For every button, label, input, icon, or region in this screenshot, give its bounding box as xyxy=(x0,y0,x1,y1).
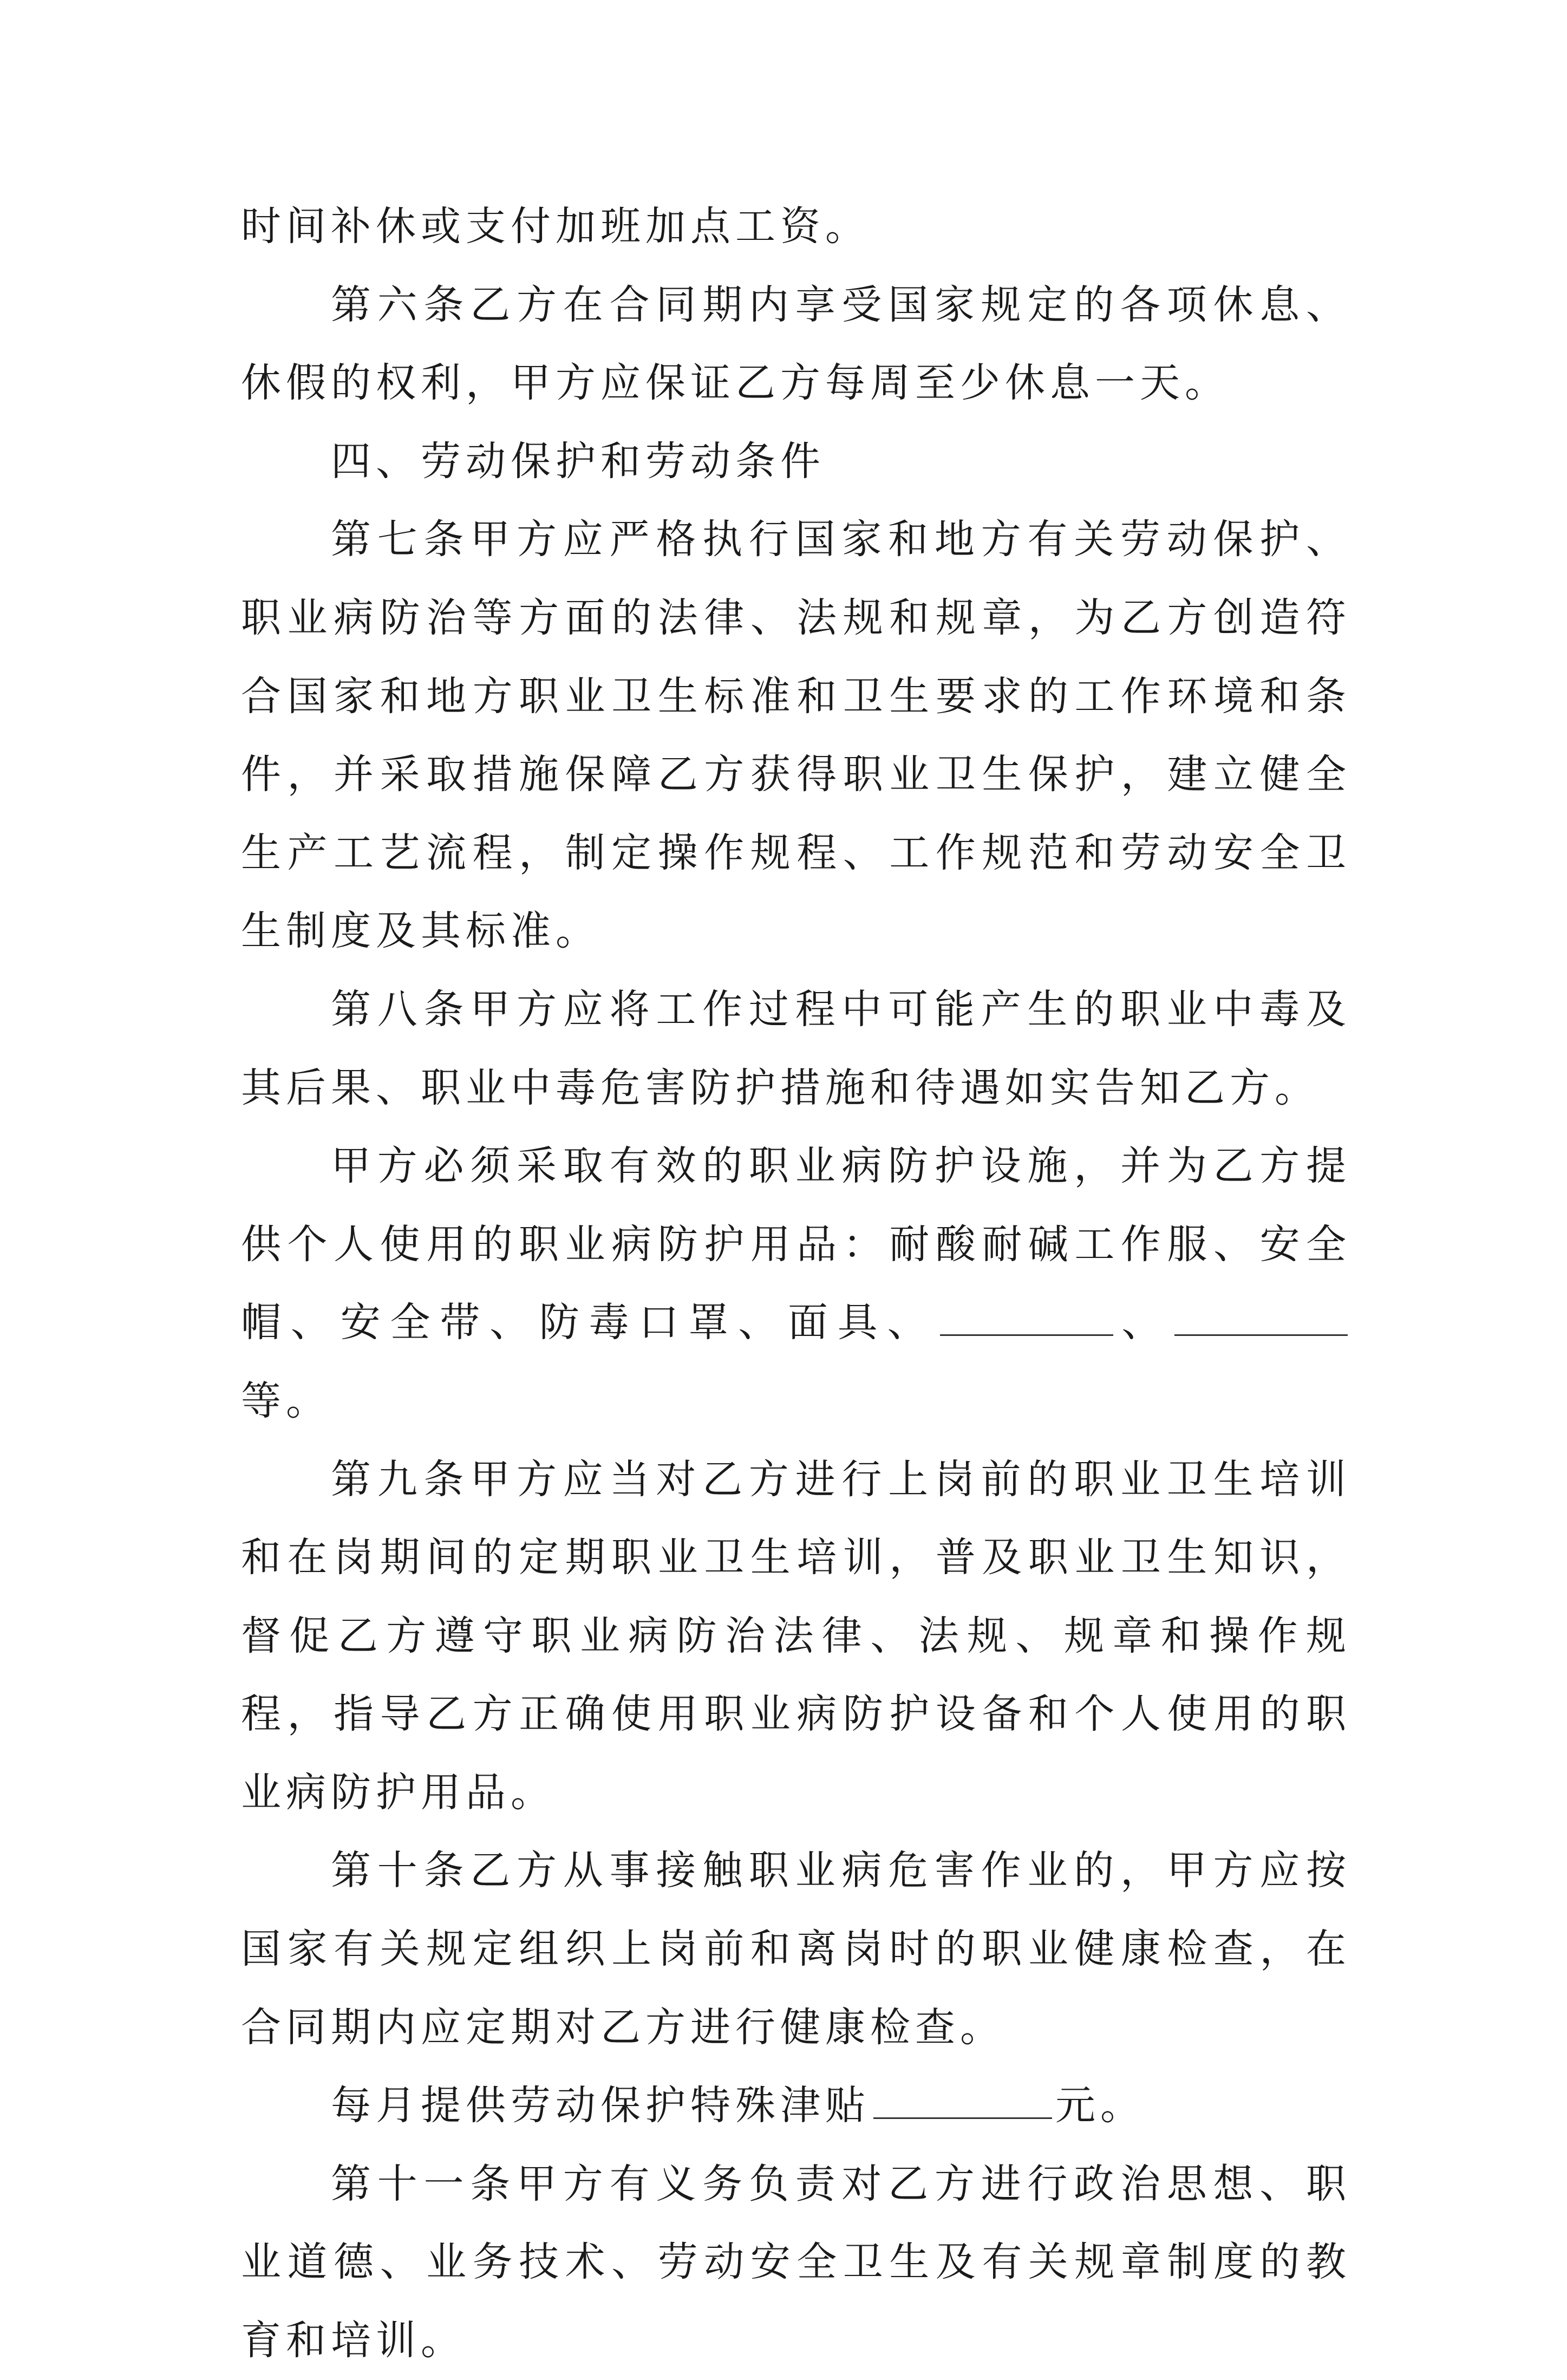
paragraph-article-10: 第十条乙方从事接触职业病危害作业的，甲方应按国家有关规定组织上岗前和离岗时的职业健康检查，在合同期内应定期对乙方进行健康检查。 xyxy=(241,1847,1351,2051)
paragraph-article-7: 第七条甲方应严格执行国家和地方有关劳动保护、职业病防治等方面的法律、法规和规章，为乙方创造符合国家和地方职业卫生标准和卫生要求的工作环境和条件，并采取措施保障乙方获得职业卫生保护，建立健全生产工艺流程，制定操作规程、工作规范和劳动安全卫生制度及其标准。 xyxy=(241,516,1351,955)
paragraph-article-6: 第六条乙方在合同期内享受国家规定的各项休息、休假的权利，甲方应保证乙方每周至少休息一天。 xyxy=(241,281,1351,407)
document-body xyxy=(241,187,1351,2380)
fill-in-blank-equipment-2[interactable] xyxy=(1174,1329,1348,1336)
protective-equipment-ending: 等。 xyxy=(241,1377,331,1424)
paragraph-monthly-allowance xyxy=(241,2066,1351,2145)
paragraph-article-8: 第八条甲方应将工作过程中可能产生的职业中毒及其后果、职业中毒危害防护措施和待遇如实告知乙方。 xyxy=(241,986,1351,1111)
protective-equipment-text: 甲方必须采取有效的职业病防护设施，并为乙方提供个人使用的职业病防护用品：耐酸耐碱工作服、安全帽、安全带、防毒口罩、面具、 xyxy=(241,1143,1351,1346)
blank-separator: 、 xyxy=(1117,1299,1171,1346)
paragraph-article-9: 第九条甲方应当对乙方进行上岗前的职业卫生培训和在岗期间的定期职业卫生培训，普及职业卫生知识，督促乙方遵守职业病防治法律、法规、规章和操作规程，指导乙方正确使用职业病防护设备和个人使用的职业病防护用品。 xyxy=(241,1456,1351,1816)
section-heading-labor-protection: 四、劳动保护和劳动条件 xyxy=(331,438,825,485)
paragraph-overtime-compensation: 时间补休或支付加班加点工资。 xyxy=(241,203,870,250)
paragraph-protective-equipment xyxy=(241,1127,1351,1440)
monthly-allowance-unit: 元。 xyxy=(1055,2082,1145,2129)
fill-in-blank-allowance-amount[interactable] xyxy=(873,2112,1052,2119)
fill-in-blank-equipment-1[interactable] xyxy=(940,1329,1113,1336)
monthly-allowance-text: 每月提供劳动保护特殊津贴 xyxy=(331,2082,870,2129)
paragraph-article-11: 第十一条甲方有义务负责对乙方进行政治思想、职业道德、业务技术、劳动安全卫生及有关规章制度的教育和培训。 xyxy=(241,2160,1351,2364)
